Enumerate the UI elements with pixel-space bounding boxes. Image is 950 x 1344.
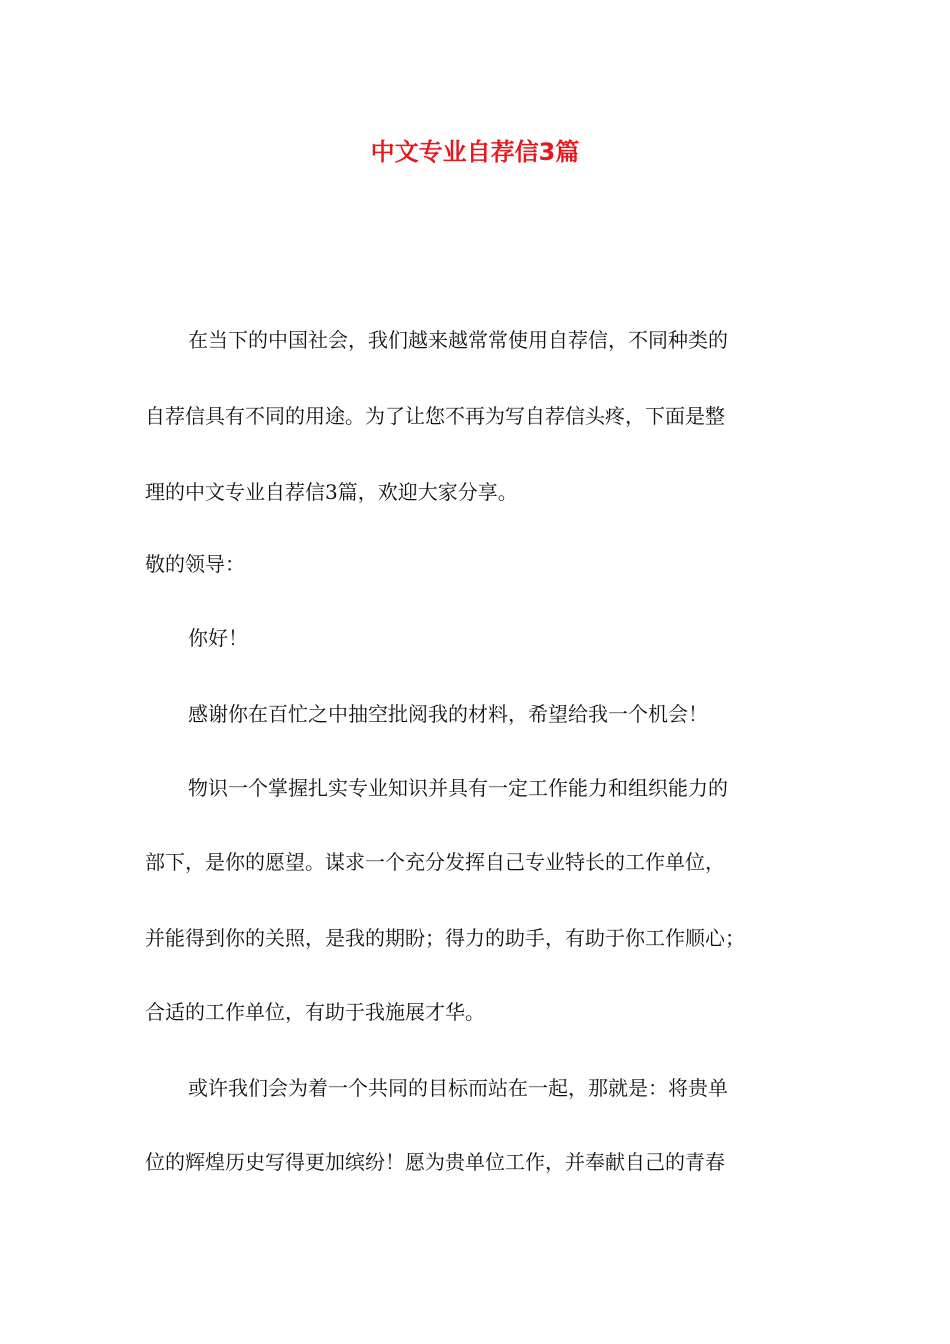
document-title: 中文专业自荐信3篇	[370, 138, 580, 166]
paragraph-line: 位的辉煌历史写得更加缤纷！愿为贵单位工作，并奉献自己的青春	[145, 1150, 725, 1174]
paragraph-line: 感谢你在百忙之中抽空批阅我的材料，希望给我一个机会！	[188, 702, 708, 726]
paragraph-line: 理的中文专业自荐信3篇，欢迎大家分享。	[145, 480, 518, 504]
paragraph-line: 自荐信具有不同的用途。为了让您不再为写自荐信头疼，下面是整	[145, 404, 725, 428]
salutation-line: 敬的领导：	[145, 552, 245, 576]
paragraph-line: 部下，是你的愿望。谋求一个充分发挥自己专业特长的工作单位，	[145, 850, 725, 874]
paragraph-line: 在当下的中国社会，我们越来越常常使用自荐信，不同种类的	[188, 328, 728, 352]
paragraph-line: 合适的工作单位，有助于我施展才华。	[145, 1000, 485, 1024]
paragraph-line: 物识一个掌握扎实专业知识并具有一定工作能力和组织能力的	[188, 776, 728, 800]
paragraph-line: 并能得到你的关照，是我的期盼；得力的助手，有助于你工作顺心；	[145, 926, 745, 950]
greeting-line: 你好！	[188, 626, 248, 650]
paragraph-line: 或许我们会为着一个共同的目标而站在一起，那就是：将贵单	[188, 1076, 728, 1100]
